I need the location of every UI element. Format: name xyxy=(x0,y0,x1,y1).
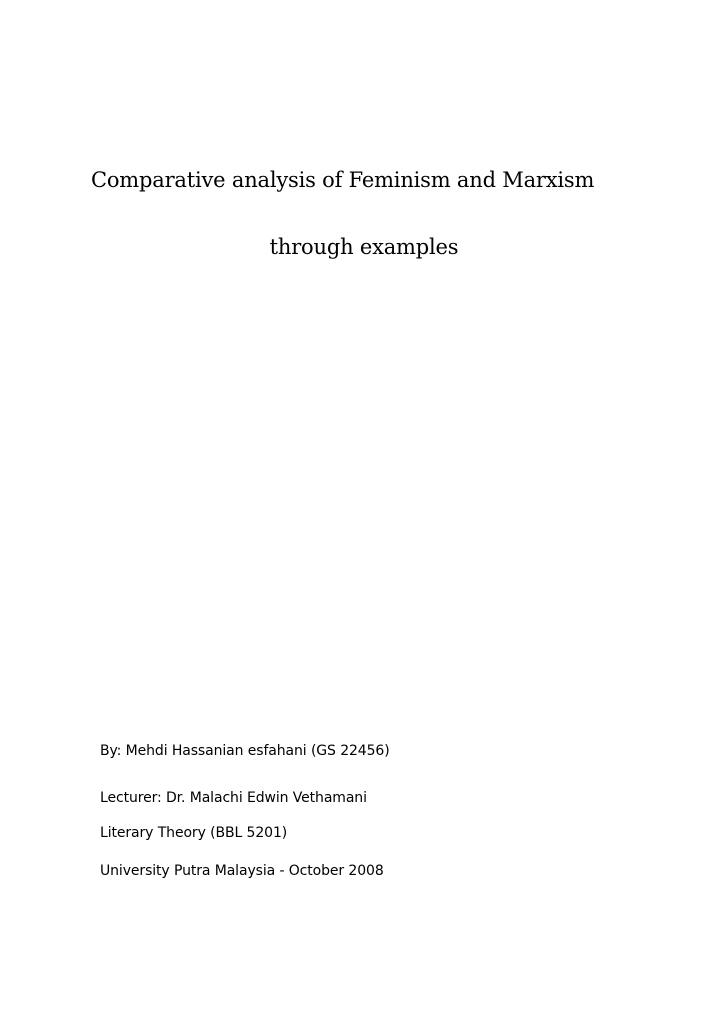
university-line: University Putra Malaysia - October 2008 xyxy=(100,863,384,879)
lecturer-line: Lecturer: Dr. Malachi Edwin Vethamani xyxy=(100,790,367,806)
author-line: By: Mehdi Hassanian esfahani (GS 22456) xyxy=(100,743,390,759)
course-line: Literary Theory (BBL 5201) xyxy=(100,825,288,841)
document-title-line-1: Comparative analysis of Feminism and Marxism xyxy=(91,168,595,192)
document-title-line-2: through examples xyxy=(269,235,459,259)
